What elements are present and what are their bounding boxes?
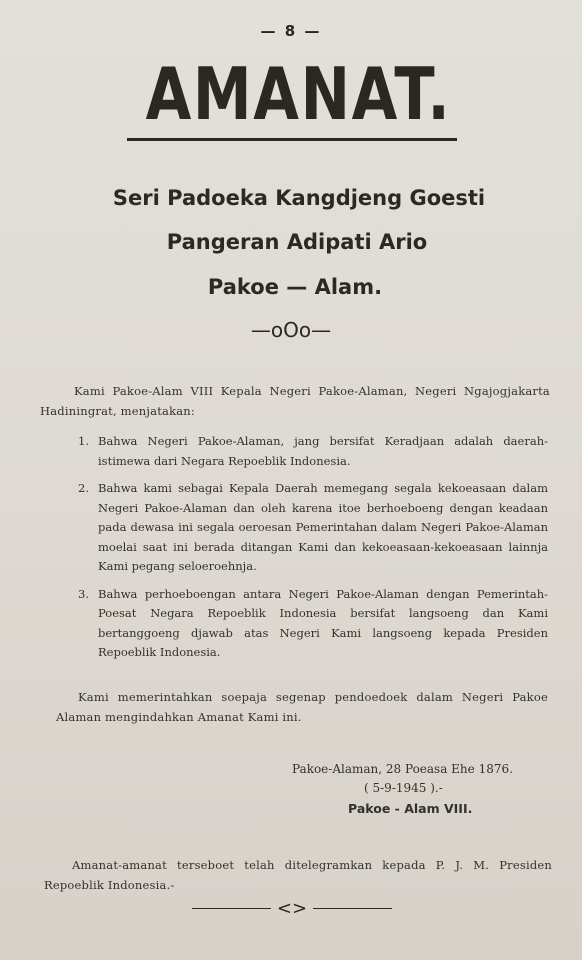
- telegram-note: Amanat-amanat terseboet telah ditelegramkan kepada P. J. M. Presiden Repoeblik Indonesia.-: [44, 858, 552, 892]
- list-item-number: 3.: [78, 586, 89, 601]
- list-item: [78, 479, 548, 577]
- place-date: Pakoe-Alaman, 28 Poeasa Ehe 1876.: [292, 762, 513, 776]
- divider-line-right: [313, 908, 392, 910]
- signer-name: Pakoe - Alam VIII.: [348, 801, 473, 816]
- list-item-text: Bahwa kami sebagai Kepala Daerah memegang segala kekoeasaan dalam Negeri Pakoe-Alaman dan oleh karena itoe berhoeboeng dengan keadaan pada dewasa ini segala oeroesan Pemerintahan dalam Negeri Pakoe-Alaman moelai saat ini berada ditangan Kami dan kekoeasaan-kekoeasaan lainnja Kami pegang seloeroehnja.: [98, 481, 548, 573]
- document-title: AMANAT.: [145, 52, 452, 136]
- page-number: — 8 —: [260, 22, 322, 40]
- list-item-text: Bahwa perhoeboengan antara Negeri Pakoe-Alaman dengan Pemerintah-Poesat Negara Repoeblik Indonesia bersifat langsoeng dan Kami bertanggoeng djawab atas Negeri Kami langsoeng kepada Presiden Repoeblik Indonesia.: [98, 586, 548, 659]
- closing-paragraph: Kami memerintahkan soepaja segenap pendoedoek dalam Negeri Pakoe Alaman mengindahkan Amanat Kami ini.: [56, 690, 548, 724]
- list-item-text: Bahwa Negeri Pakoe-Alaman, jang bersifat Keradjaan adalah daerah-istimewa dari Negara Repoeblik Indonesia.: [98, 434, 548, 468]
- divider-line-left: [192, 908, 271, 910]
- declaration-list: [78, 432, 548, 671]
- list-item: [78, 432, 548, 471]
- list-item-number: 1.: [78, 434, 89, 448]
- gregorian-date: ( 5-9-1945 ).-: [364, 781, 443, 795]
- heading-line-3: Pakoe — Alam.: [207, 275, 383, 299]
- ornament-divider: —oOo—: [250, 318, 332, 342]
- end-divider: [192, 898, 392, 919]
- heading-line-1: Seri Padoeka Kangdjeng Goesti: [112, 186, 486, 210]
- list-item-number: 2.: [78, 481, 89, 495]
- title-underline: [127, 138, 457, 141]
- end-mark: <>: [276, 898, 308, 919]
- list-item: [78, 585, 548, 663]
- heading-line-2: Pangeran Adipati Ario: [166, 230, 428, 254]
- intro-paragraph: Kami Pakoe-Alam VIII Kepala Negeri Pakoe-Alaman, Negeri Ngajogjakarta Hadiningrat, menjatakan:: [40, 384, 550, 418]
- title-block: [112, 52, 472, 141]
